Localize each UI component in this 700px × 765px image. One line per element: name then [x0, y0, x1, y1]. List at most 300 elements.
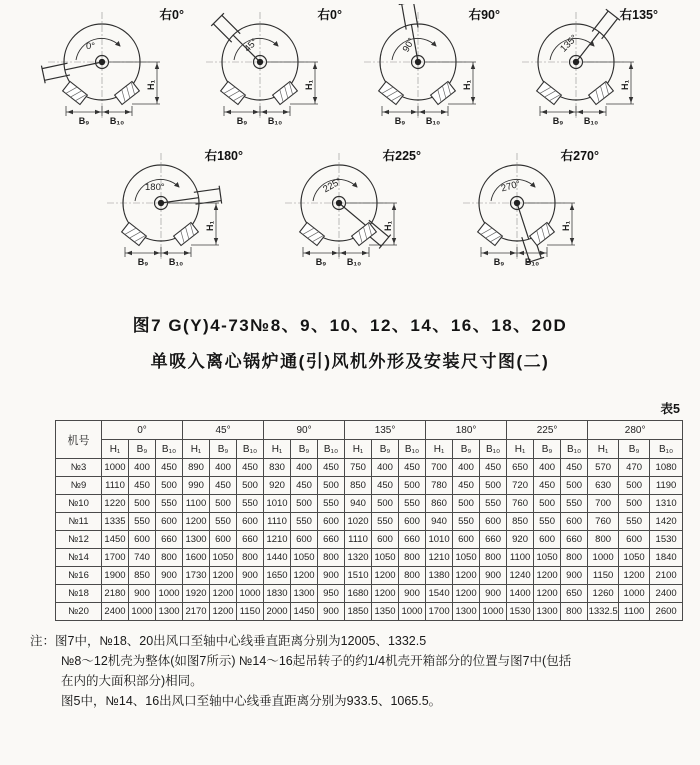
mounting-foot	[221, 81, 246, 104]
table-cell: 1900	[102, 567, 129, 585]
b10-dim-label: B₁₀	[109, 116, 125, 126]
table-cell: 1450	[102, 531, 129, 549]
table-cell: 1540	[426, 585, 453, 603]
table-cell: 1200	[372, 585, 399, 603]
table-cell: 450	[129, 477, 156, 495]
table-cell: 1380	[426, 567, 453, 585]
table-cell: 800	[399, 567, 426, 585]
table-cell: 1000	[619, 585, 650, 603]
fan-orientation-diagram	[97, 145, 247, 282]
table-cell: 940	[426, 513, 453, 531]
table-cell: 450	[156, 459, 183, 477]
table-cell: 1600	[183, 549, 210, 567]
shaft-hub	[257, 59, 263, 65]
shaft-hub	[514, 200, 520, 206]
table-cell: 900	[399, 585, 426, 603]
note-line	[30, 691, 685, 711]
table-cell: 990	[183, 477, 210, 495]
table-cell: 2170	[183, 603, 210, 621]
machine-number-cell: №18	[56, 585, 102, 603]
table-cell: 900	[156, 567, 183, 585]
inner-angle-label: 0°	[86, 41, 96, 52]
table-cell: 1300	[453, 603, 480, 621]
table-cell: 1220	[102, 495, 129, 513]
table-cell: 1450	[291, 603, 318, 621]
dim-sub-header: H₁	[264, 440, 291, 459]
table-row	[56, 549, 683, 567]
table-cell: 600	[534, 531, 561, 549]
b9-dim-label: B₉	[315, 257, 327, 267]
table-row	[56, 513, 683, 531]
table-cell: 750	[345, 459, 372, 477]
inner-angle-label: 270°	[499, 178, 522, 195]
table-cell: 850	[345, 477, 372, 495]
table-cell: 660	[156, 531, 183, 549]
b10-dim-label: B₁₀	[168, 257, 184, 267]
inner-angle-label: 225°	[321, 175, 344, 196]
shaft-hub	[99, 59, 105, 65]
table-cell: 500	[372, 495, 399, 513]
dimension-table	[55, 420, 683, 621]
fan-orientation-diagram	[453, 145, 603, 282]
table-cell: 500	[453, 495, 480, 513]
table-cell: 500	[619, 477, 650, 495]
mounting-foot	[379, 81, 404, 104]
mounting-foot	[273, 81, 298, 104]
b10-dim-label: B₁₀	[267, 116, 283, 126]
table-cell: 900	[480, 567, 507, 585]
machine-number-cell: №14	[56, 549, 102, 567]
dim-sub-header: H₁	[507, 440, 534, 459]
table-cell: 800	[237, 549, 264, 567]
table-cell: 1000	[129, 603, 156, 621]
table-cell: 1080	[650, 459, 683, 477]
orientation-label: 右180°	[204, 149, 243, 163]
table-cell: 1010	[264, 495, 291, 513]
table-cell: 600	[237, 513, 264, 531]
table-cell: 1730	[183, 567, 210, 585]
table-cell: 1000	[588, 549, 619, 567]
table-cell: 1000	[102, 459, 129, 477]
fan-orientation-diagram	[275, 145, 425, 282]
shaft-hub	[415, 59, 421, 65]
h1-dim-label: H₁	[383, 220, 393, 231]
table-cell: 1200	[453, 567, 480, 585]
table-cell: 1050	[372, 549, 399, 567]
orientation-label: 右270°	[560, 149, 599, 163]
table-cell: 1840	[650, 549, 683, 567]
machine-number-cell: №20	[56, 603, 102, 621]
table-cell: 1850	[345, 603, 372, 621]
note-text: 图5中，№14、16出风口至轴中心线垂直距离分别为933.5、1065.5。	[61, 694, 442, 709]
table-cell: 1110	[345, 531, 372, 549]
table-cell: 500	[129, 495, 156, 513]
table-cell: 1310	[650, 495, 683, 513]
table-cell: 1300	[183, 531, 210, 549]
table-cell: 660	[480, 531, 507, 549]
table-cell: 1010	[426, 531, 453, 549]
table-cell: 1200	[534, 567, 561, 585]
angle-group-header: 225°	[507, 421, 588, 440]
mounting-foot	[530, 222, 555, 245]
table-cell: 1110	[264, 513, 291, 531]
table-cell: 1440	[264, 549, 291, 567]
table-cell: 1350	[372, 603, 399, 621]
diagram-row-2	[0, 145, 700, 282]
table-cell: 1050	[619, 549, 650, 567]
table-cell: 700	[426, 459, 453, 477]
table-cell: 1000	[399, 603, 426, 621]
table-head	[56, 421, 683, 459]
table-cell: 500	[399, 477, 426, 495]
table-cell: 700	[588, 495, 619, 513]
table-cell: 1190	[650, 477, 683, 495]
table-cell: 550	[480, 495, 507, 513]
table-cell: 1650	[264, 567, 291, 585]
mounting-foot	[63, 81, 88, 104]
inner-angle-label: 180°	[145, 182, 165, 193]
table-cell: 1100	[619, 603, 650, 621]
b9-dim-label: B₉	[78, 116, 90, 126]
table-cell: 900	[318, 603, 345, 621]
table-cell: 400	[210, 459, 237, 477]
table-cell: 1700	[426, 603, 453, 621]
table-cell: 1260	[588, 585, 619, 603]
table-cell: 1020	[345, 513, 372, 531]
table-row	[56, 459, 683, 477]
dim-sub-header: B₉	[453, 440, 480, 459]
figure-title	[0, 308, 700, 379]
fan-diagram-svg	[196, 4, 346, 136]
figure-title-line2: 单吸入离心锅炉通(引)风机外形及安装尺寸图(二)	[150, 351, 550, 371]
orientation-label: 右90°	[468, 8, 500, 22]
dim-sub-header: H₁	[102, 440, 129, 459]
mounting-foot	[352, 222, 377, 245]
b10-dim-label: B₁₀	[346, 257, 362, 267]
table-cell: 1335	[102, 513, 129, 531]
table-cell: 600	[480, 513, 507, 531]
inner-angle-label: 90°	[400, 36, 418, 55]
table-cell: 940	[345, 495, 372, 513]
table-cell: 500	[318, 477, 345, 495]
table-body	[56, 459, 683, 621]
table-row	[56, 531, 683, 549]
orientation-label: 右0°	[317, 8, 342, 22]
notes	[30, 631, 685, 711]
table-cell: 400	[534, 459, 561, 477]
table-cell: 720	[507, 477, 534, 495]
note-line	[30, 671, 685, 691]
table-cell: 450	[480, 459, 507, 477]
table-cell: 550	[453, 513, 480, 531]
mounting-foot	[174, 222, 199, 245]
table-cell: 1200	[619, 567, 650, 585]
table-cell: 500	[156, 477, 183, 495]
h1-dim-label: H₁	[205, 220, 215, 231]
outlet-duct	[399, 4, 421, 30]
table-cell: 500	[480, 477, 507, 495]
table-cell: 450	[372, 477, 399, 495]
b9-dim-label: B₉	[493, 257, 505, 267]
table-cell: 1200	[291, 567, 318, 585]
table-cell: 400	[453, 459, 480, 477]
table-cell: 850	[507, 513, 534, 531]
table-cell: 900	[129, 585, 156, 603]
table-cell: 920	[507, 531, 534, 549]
fan-orientation-diagram	[196, 4, 346, 141]
table-row	[56, 477, 683, 495]
table-cell: 1200	[534, 585, 561, 603]
table-cell: 800	[318, 549, 345, 567]
table-row	[56, 495, 683, 513]
fan-orientation-diagram	[354, 4, 504, 141]
shaft-hub	[573, 59, 579, 65]
table-cell: 2400	[102, 603, 129, 621]
b10-dim-label: B₁₀	[583, 116, 599, 126]
table-cell: 1200	[372, 567, 399, 585]
table-cell: 1200	[183, 513, 210, 531]
b10-dim-label: B₁₀	[425, 116, 441, 126]
table-cell: 2180	[102, 585, 129, 603]
table-cell: 1100	[183, 495, 210, 513]
table-cell: 1530	[650, 531, 683, 549]
b9-dim-label: B₉	[394, 116, 406, 126]
table-cell: 900	[318, 567, 345, 585]
table-cell: 450	[210, 477, 237, 495]
table-cell: 1210	[426, 549, 453, 567]
shaft-hub	[336, 200, 342, 206]
table-cell: 600	[453, 531, 480, 549]
dim-sub-header: H₁	[183, 440, 210, 459]
dim-sub-header: B₉	[129, 440, 156, 459]
b9-dim-label: B₉	[552, 116, 564, 126]
dim-sub-header: B₉	[372, 440, 399, 459]
fan-diagram-svg	[97, 145, 247, 277]
orientation-label: 右135°	[619, 8, 658, 22]
dim-sub-header: B₁₀	[561, 440, 588, 459]
note-prefix: 注：	[30, 634, 56, 649]
angle-group-header: 135°	[345, 421, 426, 440]
table-cell: 1530	[507, 603, 534, 621]
table-cell: 1700	[102, 549, 129, 567]
h1-dim-label: H₁	[146, 79, 156, 90]
h1-dim-label: H₁	[620, 79, 630, 90]
table-row	[56, 567, 683, 585]
angle-group-header: 45°	[183, 421, 264, 440]
table-cell: 660	[318, 531, 345, 549]
table-cell: 450	[534, 477, 561, 495]
table-cell: 1100	[507, 549, 534, 567]
dim-sub-header: B₁₀	[480, 440, 507, 459]
table-cell: 1210	[264, 531, 291, 549]
table-cell: 550	[129, 513, 156, 531]
table-cell: 1332.5	[588, 603, 619, 621]
table-cell: 1200	[453, 585, 480, 603]
h1-dim-label: H₁	[561, 220, 571, 231]
b10-dim-label: B₁₀	[524, 257, 540, 267]
fan-orientation-diagram	[38, 4, 188, 141]
corner-header: 机号	[56, 421, 102, 459]
table-row	[56, 603, 683, 621]
inner-angle-label: 135°	[558, 32, 580, 55]
table-cell: 470	[619, 459, 650, 477]
dim-sub-header: B₁₀	[650, 440, 683, 459]
table-cell: 550	[318, 495, 345, 513]
table-cell: 920	[264, 477, 291, 495]
table-cell: 800	[561, 549, 588, 567]
table-cell: 2600	[650, 603, 683, 621]
table-cell: 550	[291, 513, 318, 531]
table-cell: 1000	[480, 603, 507, 621]
table-cell: 950	[318, 585, 345, 603]
table-cell: 1830	[264, 585, 291, 603]
table-cell: 600	[210, 531, 237, 549]
table-cell: 550	[156, 495, 183, 513]
table-section	[55, 399, 682, 621]
table-cell: 890	[183, 459, 210, 477]
table-cell: 860	[426, 495, 453, 513]
table-cell: 500	[561, 477, 588, 495]
table-cell: 500	[619, 495, 650, 513]
mounting-foot	[589, 81, 614, 104]
inner-angle-label: 45°	[242, 36, 261, 55]
figure-title-line1: 图7 G(Y)4-73№8、9、10、12、14、16、18、20D	[132, 316, 568, 335]
diagram-row-1	[0, 4, 700, 141]
angle-group-header: 0°	[102, 421, 183, 440]
table-cell: 1920	[183, 585, 210, 603]
table-cell: 600	[372, 531, 399, 549]
table-cell: 600	[291, 531, 318, 549]
table-cell: 400	[372, 459, 399, 477]
orientation-label: 右225°	[382, 149, 421, 163]
table-cell: 800	[399, 549, 426, 567]
table-cell: 1400	[507, 585, 534, 603]
mounting-foot	[300, 222, 325, 245]
table-cell: 650	[561, 585, 588, 603]
fan-diagram-svg	[354, 4, 504, 136]
fan-diagram-svg	[512, 4, 662, 136]
table-cell: 450	[399, 459, 426, 477]
table-cell: 850	[129, 567, 156, 585]
h1-dim-label: H₁	[462, 79, 472, 90]
table-cell: 1200	[210, 603, 237, 621]
b9-dim-label: B₉	[236, 116, 248, 126]
note-text: 图7中，№18、20出风口至轴中心线垂直距离分别为12005、1332.5	[55, 634, 427, 649]
table-cell: 1150	[588, 567, 619, 585]
dim-sub-header: B₉	[291, 440, 318, 459]
table-row	[56, 585, 683, 603]
table-cell: 650	[507, 459, 534, 477]
table-cell: 400	[129, 459, 156, 477]
table-cell: 500	[534, 495, 561, 513]
dim-sub-header: H₁	[426, 440, 453, 459]
table-cell: 1300	[291, 585, 318, 603]
mounting-foot	[122, 222, 147, 245]
table-cell: 600	[399, 513, 426, 531]
table-cell: 800	[561, 603, 588, 621]
table-cell: 600	[129, 531, 156, 549]
machine-number-cell: №11	[56, 513, 102, 531]
table-cell: 570	[588, 459, 619, 477]
table-cell: 1510	[345, 567, 372, 585]
dim-sub-header: H₁	[588, 440, 619, 459]
fan-diagram-svg	[453, 145, 603, 277]
table-cell: 1320	[345, 549, 372, 567]
outlet-duct	[193, 186, 221, 207]
table-cell: 550	[619, 513, 650, 531]
dim-sub-header: H₁	[345, 440, 372, 459]
table-cell: 800	[480, 549, 507, 567]
table-cell: 780	[426, 477, 453, 495]
table-cell: 1000	[237, 585, 264, 603]
table-cell: 2000	[264, 603, 291, 621]
note-line	[30, 651, 685, 671]
table-cell: 600	[561, 513, 588, 531]
table-cell: 1420	[650, 513, 683, 531]
table-cell: 450	[318, 459, 345, 477]
table-cell: 450	[291, 477, 318, 495]
dim-sub-header: B₉	[210, 440, 237, 459]
table-cell: 550	[237, 495, 264, 513]
machine-number-cell: №9	[56, 477, 102, 495]
note-text: №8～12机壳为整体(如图7所示) №14～16起吊转子的约1/4机壳开箱部分的位置与图7中(包括	[61, 654, 572, 669]
table-cell: 500	[291, 495, 318, 513]
shaft-hub	[158, 200, 164, 206]
mounting-foot	[537, 81, 562, 104]
b9-dim-label: B₉	[137, 257, 149, 267]
machine-number-cell: №3	[56, 459, 102, 477]
angle-group-header: 180°	[426, 421, 507, 440]
table-cell: 450	[561, 459, 588, 477]
table-cell: 550	[561, 495, 588, 513]
table-cell: 1050	[291, 549, 318, 567]
table-cell: 1300	[156, 603, 183, 621]
note-text: 在内的大面积部分)相同。	[61, 674, 203, 689]
table-cell: 400	[291, 459, 318, 477]
machine-number-cell: №10	[56, 495, 102, 513]
table-cell: 2100	[650, 567, 683, 585]
table-cell: 600	[156, 513, 183, 531]
table-cell: 900	[480, 585, 507, 603]
outlet-duct	[590, 9, 620, 41]
dim-sub-header: B₁₀	[399, 440, 426, 459]
table-cell: 550	[399, 495, 426, 513]
table-cell: 550	[372, 513, 399, 531]
table-cell: 450	[237, 459, 264, 477]
table-cell: 660	[237, 531, 264, 549]
table-cell: 500	[237, 477, 264, 495]
table-cell: 830	[264, 459, 291, 477]
table-cell: 600	[619, 531, 650, 549]
dim-sub-header: B₁₀	[156, 440, 183, 459]
table-cell: 1050	[453, 549, 480, 567]
table-cell: 1240	[507, 567, 534, 585]
angle-group-header: 90°	[264, 421, 345, 440]
outlet-duct	[41, 60, 70, 83]
table-cell: 760	[507, 495, 534, 513]
table-cell: 1150	[237, 603, 264, 621]
h1-dim-label: H₁	[304, 79, 314, 90]
table-cell: 740	[129, 549, 156, 567]
note-line	[30, 631, 685, 651]
mounting-foot	[478, 222, 503, 245]
table-cell: 1680	[345, 585, 372, 603]
dim-sub-header: B₁₀	[237, 440, 264, 459]
table-cell: 1200	[210, 567, 237, 585]
table-cell: 660	[561, 531, 588, 549]
fan-diagram-svg	[38, 4, 188, 136]
machine-number-cell: №16	[56, 567, 102, 585]
